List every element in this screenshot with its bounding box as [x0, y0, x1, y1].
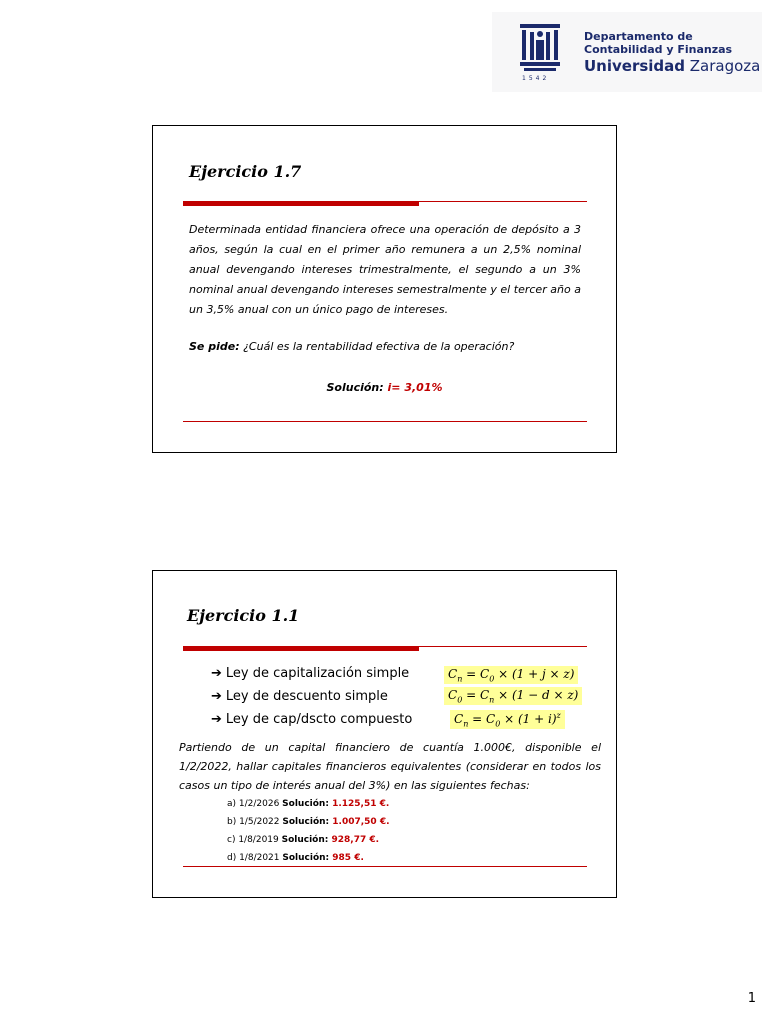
- logo-year: 1542: [522, 75, 550, 82]
- title-bar: [183, 646, 419, 651]
- formula-compound: $C_n = C_0 \times (1 + i)^z$: [450, 710, 565, 729]
- bottom-divider: [183, 866, 587, 867]
- university-name: Universidad Zaragoza: [584, 57, 761, 75]
- solution: Solución: i= 3,01%: [326, 381, 443, 394]
- dept-line-1: Departamento de: [584, 30, 693, 43]
- exercise-statement: Partiendo de un capital financiero de cuantía 1.000€, disponible el 1/2/2022, hallar capitales financieros equivalentes (considerar en todos los casos un tipo de interés anual del 3%) en las siguientes fechas:: [179, 741, 601, 792]
- university-crest-icon: [514, 18, 566, 78]
- arrow-right-icon: ➔: [211, 712, 222, 727]
- formula-simple-discount: $C_0 = C_n \times (1 - d \times z)$: [444, 687, 582, 705]
- formula-simple-capitalization: $C_n = C_0 \times (1 + j \times z)$: [444, 666, 578, 684]
- title-bar: [183, 201, 419, 206]
- title-divider: [419, 646, 587, 647]
- arrow-right-icon: ➔: [211, 689, 222, 704]
- university-logo: [492, 12, 762, 92]
- bottom-divider: [183, 421, 587, 422]
- slide-ejercicio-1-7: [152, 125, 617, 453]
- option-b: b) 1/5/2022 Solución: 1.007,50 €.: [227, 817, 390, 827]
- law-item-compound: ➔ Ley de cap/dscto compuesto: [211, 712, 413, 727]
- question: Se pide: ¿Cuál es la rentabilidad efectiva de la operación?: [189, 340, 515, 353]
- arrow-right-icon: ➔: [211, 666, 222, 681]
- page-number: 1: [747, 991, 756, 1006]
- title-divider: [419, 201, 587, 202]
- option-a: a) 1/2/2026 Solución: 1.125,51 €.: [227, 799, 390, 809]
- law-item-simple-capitalization: ➔ Ley de capitalización simple: [211, 666, 410, 681]
- option-d: d) 1/8/2021 Solución: 985 €.: [227, 853, 364, 863]
- slide-ejercicio-1-1: [152, 570, 617, 898]
- option-c: c) 1/8/2019 Solución: 928,77 €.: [227, 835, 380, 845]
- dept-line-2: Contabilidad y Finanzas: [584, 43, 733, 56]
- slide-title: Ejercicio 1.7: [189, 162, 302, 181]
- exercise-statement: Determinada entidad financiera ofrece una operación de depósito a 3 años, según la cual en el primer año remunera a un 2,5% nominal anual devengando intereses trimestralmente, el segundo a un 3% nominal anual devengando intereses semestralmente y el tercer año a un 3,5% anual con un único pago de intereses.: [189, 223, 581, 316]
- department-name: [584, 30, 760, 75]
- law-item-simple-discount: ➔ Ley de descuento simple: [211, 689, 388, 704]
- slide-title: Ejercicio 1.1: [187, 606, 300, 625]
